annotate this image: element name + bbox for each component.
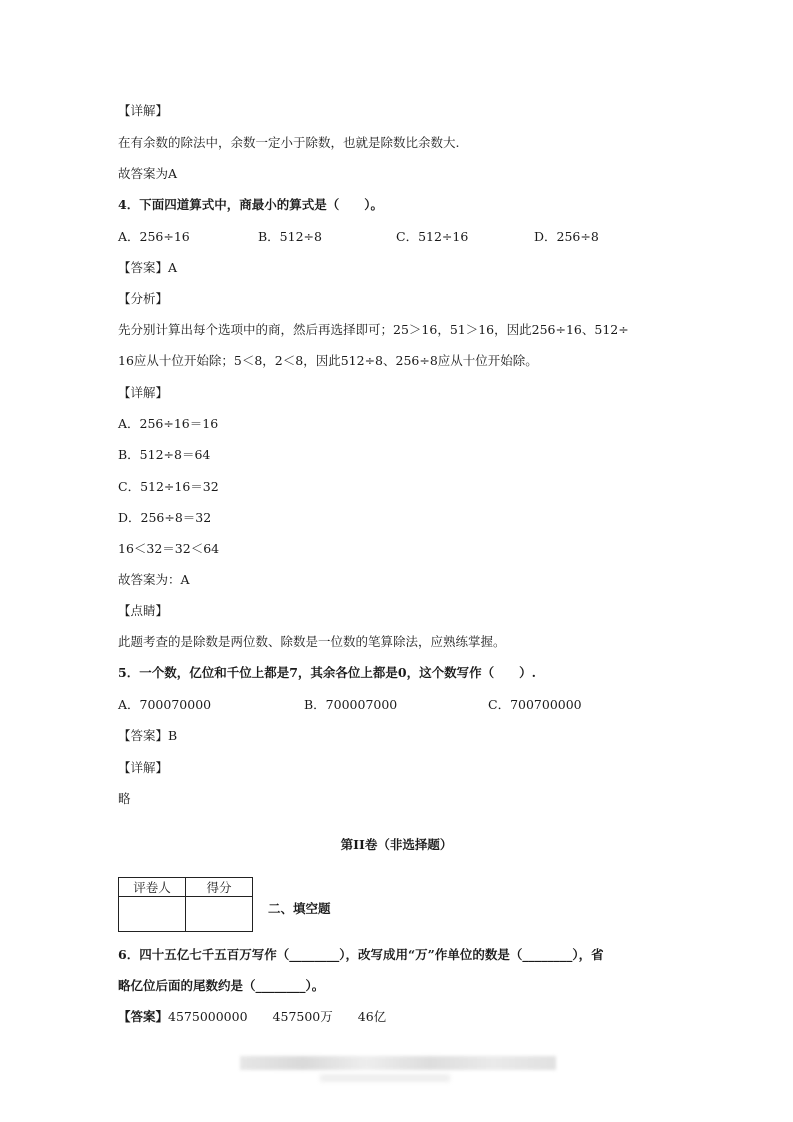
answer-5: 【答案】B — [118, 728, 178, 743]
heading-detail: 【详解】 — [118, 385, 169, 400]
answer-6 — [118, 1008, 386, 1026]
score-cell — [186, 897, 253, 932]
blurred-footer — [240, 1056, 556, 1070]
heading-comment: 【点睛】 — [118, 603, 169, 618]
heading-detail: 【详解】 — [118, 103, 169, 118]
q5-option-a: A．700070000 — [118, 697, 212, 712]
answer-value: 4575000000 457500万 46亿 — [168, 1009, 387, 1024]
q5-option-c: C．700700000 — [488, 697, 582, 712]
text-line: C．512÷16＝32 — [118, 479, 219, 494]
section-title: 第II卷（非选择题） — [340, 837, 453, 852]
text-line: B．512÷8＝64 — [118, 447, 211, 462]
answer-4: 【答案】A — [118, 260, 178, 275]
text-line: 略 — [118, 791, 131, 806]
score-table — [118, 877, 253, 932]
text-line: D．256÷8＝32 — [118, 510, 212, 525]
grader-header: 评卷人 — [119, 878, 186, 897]
question-6-cont: 略亿位后面的尾数约是（________）。 — [118, 978, 325, 993]
q4-option-b: B．512÷8 — [258, 229, 322, 244]
q5-option-b: B．700007000 — [304, 697, 398, 712]
question-4: 4．下面四道算式中，商最小的算式是（ ）。 — [118, 197, 383, 212]
grader-cell — [119, 897, 186, 932]
answer-label: 【答案】 — [118, 1009, 169, 1024]
section-heading: 二、填空题 — [268, 901, 331, 916]
q4-option-c: C．512÷16 — [396, 229, 469, 244]
text-line: 故答案为：A — [118, 572, 190, 587]
text-line: A．256÷16＝16 — [118, 416, 219, 431]
blurred-footer-line — [320, 1074, 450, 1082]
q4-option-d: D．256÷8 — [534, 229, 599, 244]
score-header: 得分 — [186, 878, 253, 897]
text-line: 故答案为A — [118, 166, 178, 181]
heading-analysis: 【分析】 — [118, 291, 169, 306]
question-5: 5．一个数，亿位和千位上都是7，其余各位上都是0，这个数写作（ ）. — [118, 665, 536, 680]
q4-option-a: A．256÷16 — [118, 229, 190, 244]
text-line: 先分别计算出每个选项中的商，然后再选择即可；25＞16，51＞16，因此256÷16、512÷ — [118, 322, 629, 337]
text-line: 16应从十位开始除；5＜8，2＜8，因此512÷8、256÷8应从十位开始除。 — [118, 353, 538, 368]
text-line: 16＜32＝32＜64 — [118, 541, 220, 556]
text-line: 此题考查的是除数是两位数、除数是一位数的笔算除法，应熟练掌握。 — [118, 634, 506, 649]
question-6: 6．四十五亿七千五百万写作（________），改写成用“万”作单位的数是（________），省 — [118, 947, 604, 962]
heading-detail: 【详解】 — [118, 760, 169, 775]
text-line: 在有余数的除法中，余数一定小于除数，也就是除数比余数大. — [118, 135, 460, 150]
